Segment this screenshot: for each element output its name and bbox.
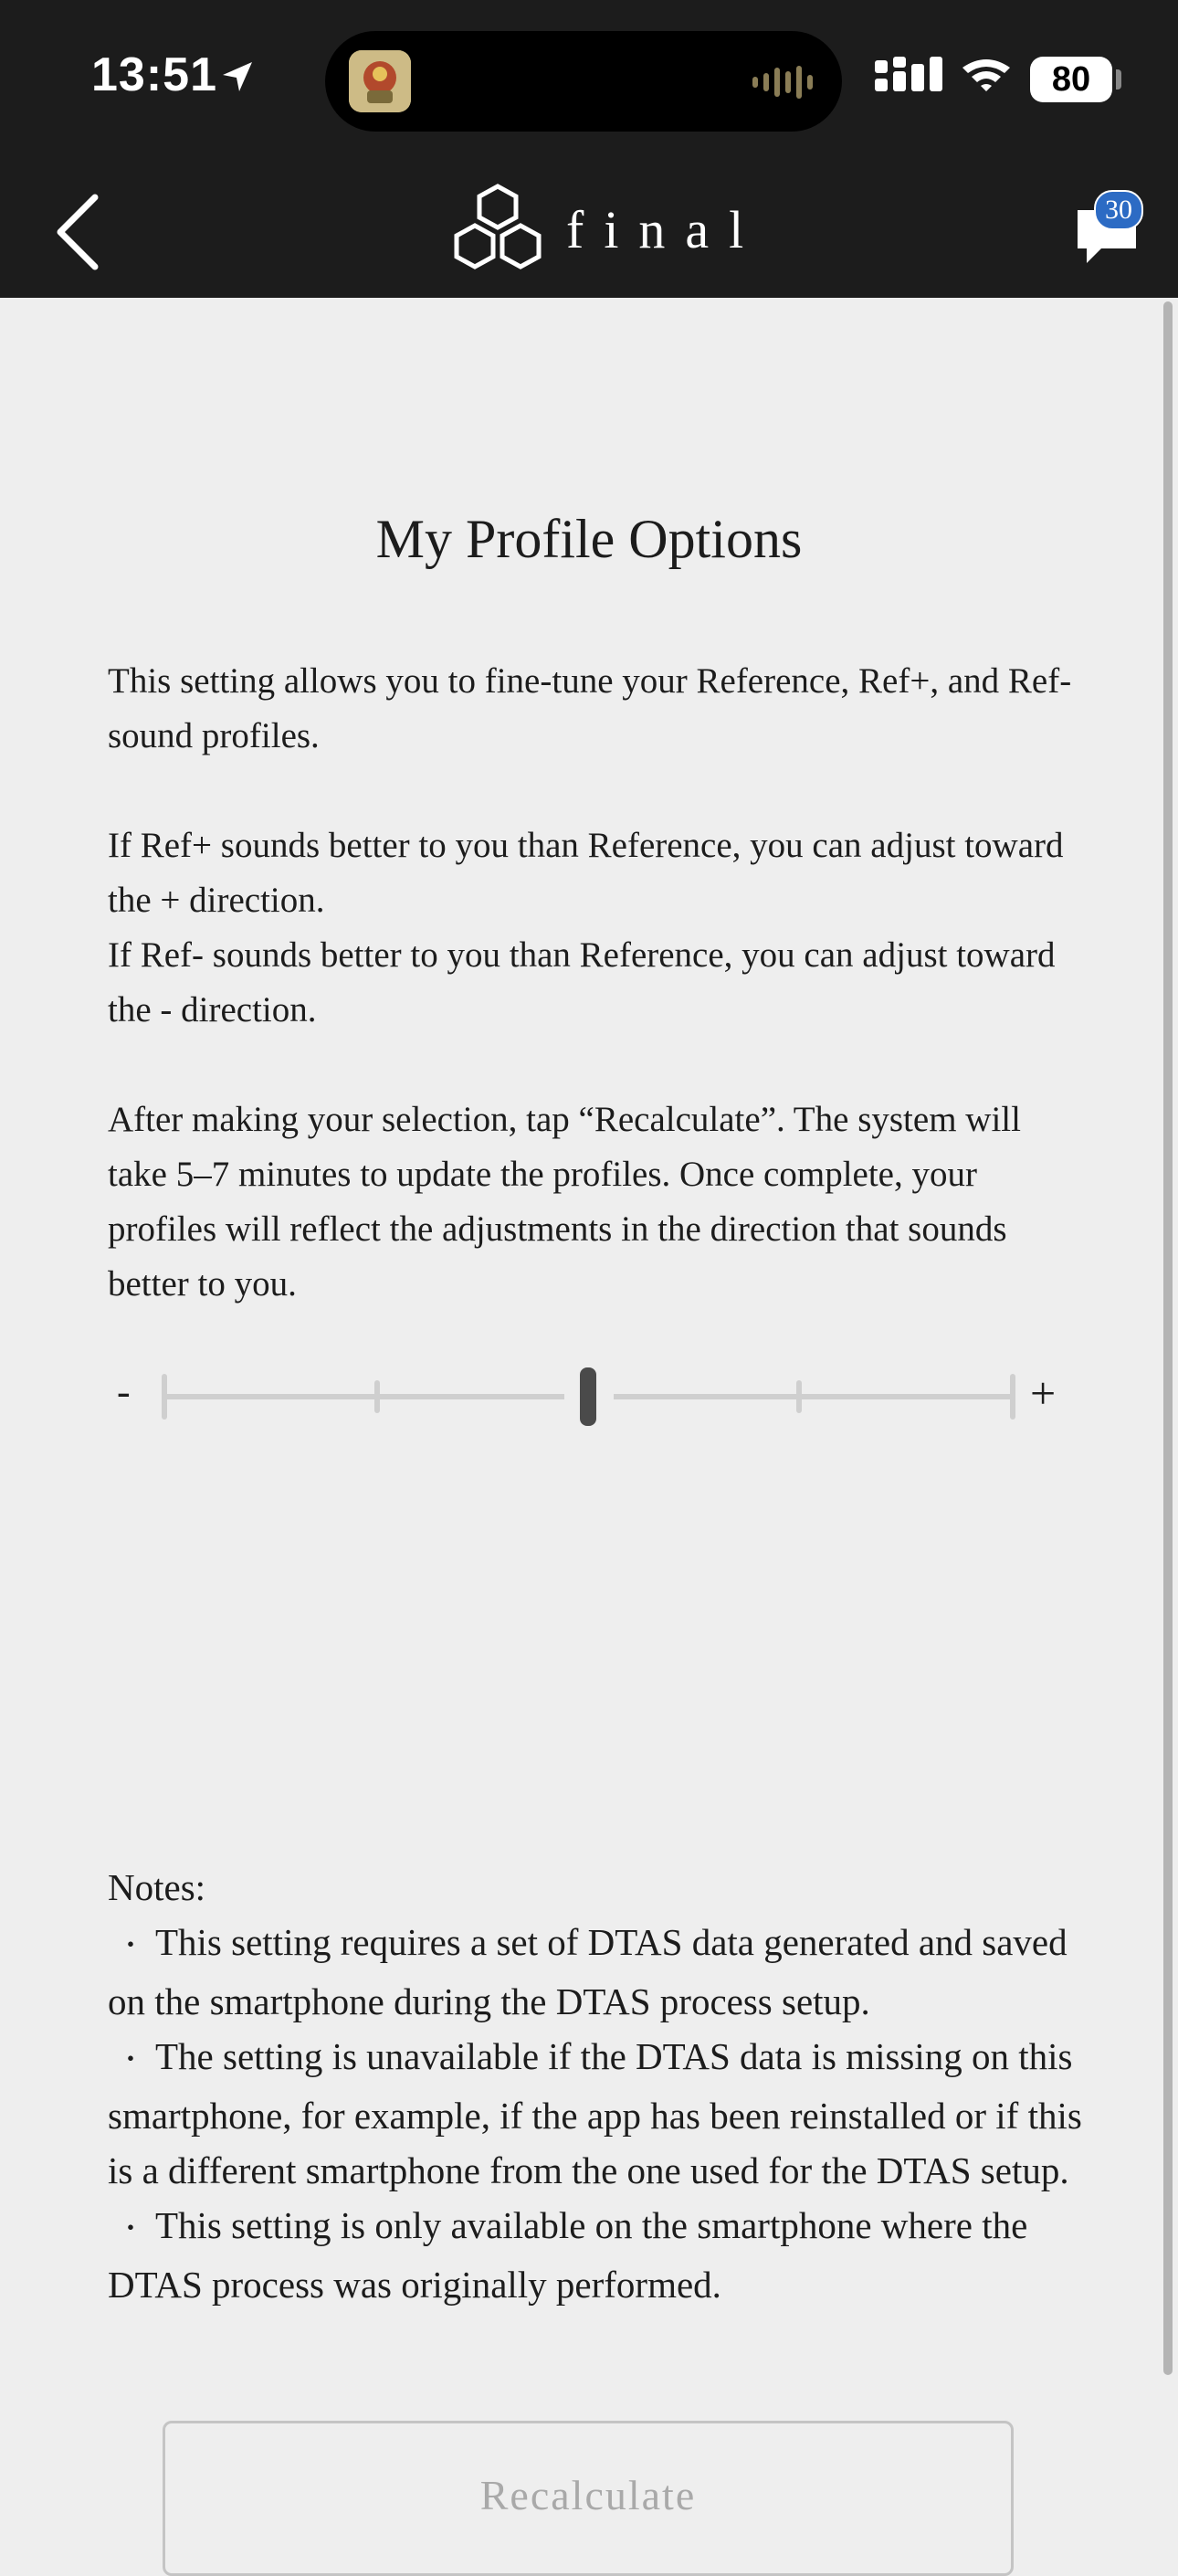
note-item (108, 2029, 1094, 2198)
intro-text: This setting allows you to fine-tune your Reference, Ref+, and Ref- sound profiles. (108, 661, 1072, 755)
slider-tick[interactable] (796, 1380, 802, 1413)
hexagon-logo-icon (447, 183, 548, 280)
slider-tick[interactable] (374, 1380, 380, 1413)
battery-icon (1116, 69, 1121, 90)
message-count-badge: 30 (1094, 190, 1143, 230)
status-bar (0, 0, 1178, 164)
ref-plus-text: If Ref+ sounds better to you than Reference, you can adjust toward the + direction. (108, 826, 1064, 920)
app-header (0, 164, 1178, 298)
location-arrow-icon (219, 58, 256, 95)
bullet: ・ (117, 2214, 144, 2244)
back-chevron-icon[interactable] (47, 186, 111, 278)
audio-wave-icon (751, 64, 815, 100)
ref-minus-text: If Ref- sounds better to you than Reference, you can adjust toward the - direction. (108, 935, 1056, 1029)
logo-text: final (566, 200, 764, 259)
now-playing-app-icon (349, 50, 411, 112)
cellular-signal-icon (875, 55, 1021, 102)
note-text: This setting is only available on the smartphone where the DTAS process was originally performed. (108, 2204, 1028, 2306)
note-text: The setting is unavailable if the DTAS data is missing on this smartphone, for example, if the app has been reinstalled or if this is a different smartphone from the one used for the DTAS setup. (108, 2035, 1082, 2191)
note-item (108, 2198, 1094, 2312)
scrollbar[interactable] (1163, 301, 1173, 2375)
slider-minus-label: - (117, 1369, 131, 1414)
battery-level: 80 (1030, 57, 1112, 102)
recalculate-button[interactable]: Recalculate (163, 2421, 1014, 2576)
notes-section (108, 1860, 1094, 2312)
dynamic-island (325, 31, 842, 132)
recalculate-instructions: After making your selection, tap “Recalculate”. The system will take 5–7 minutes to update the profiles. Once complete, your profiles will reflect the adjustments in the direction that sounds better to you. (108, 1100, 1021, 1304)
note-item (108, 1915, 1094, 2029)
bullet: ・ (117, 2045, 144, 2075)
status-time: 13:51 (91, 48, 217, 101)
notes-title: Notes: (108, 1866, 206, 1908)
slider-thumb[interactable] (580, 1367, 596, 1426)
bullet: ・ (117, 1931, 144, 1961)
slider-plus-label: + (1030, 1367, 1057, 1419)
page-title: My Profile Options (375, 509, 803, 569)
note-text: This setting requires a set of DTAS data generated and saved on the smartphone during the DTAS process setup. (108, 1921, 1068, 2022)
slider-tick[interactable] (1010, 1374, 1015, 1420)
slider-tick[interactable] (162, 1374, 167, 1420)
